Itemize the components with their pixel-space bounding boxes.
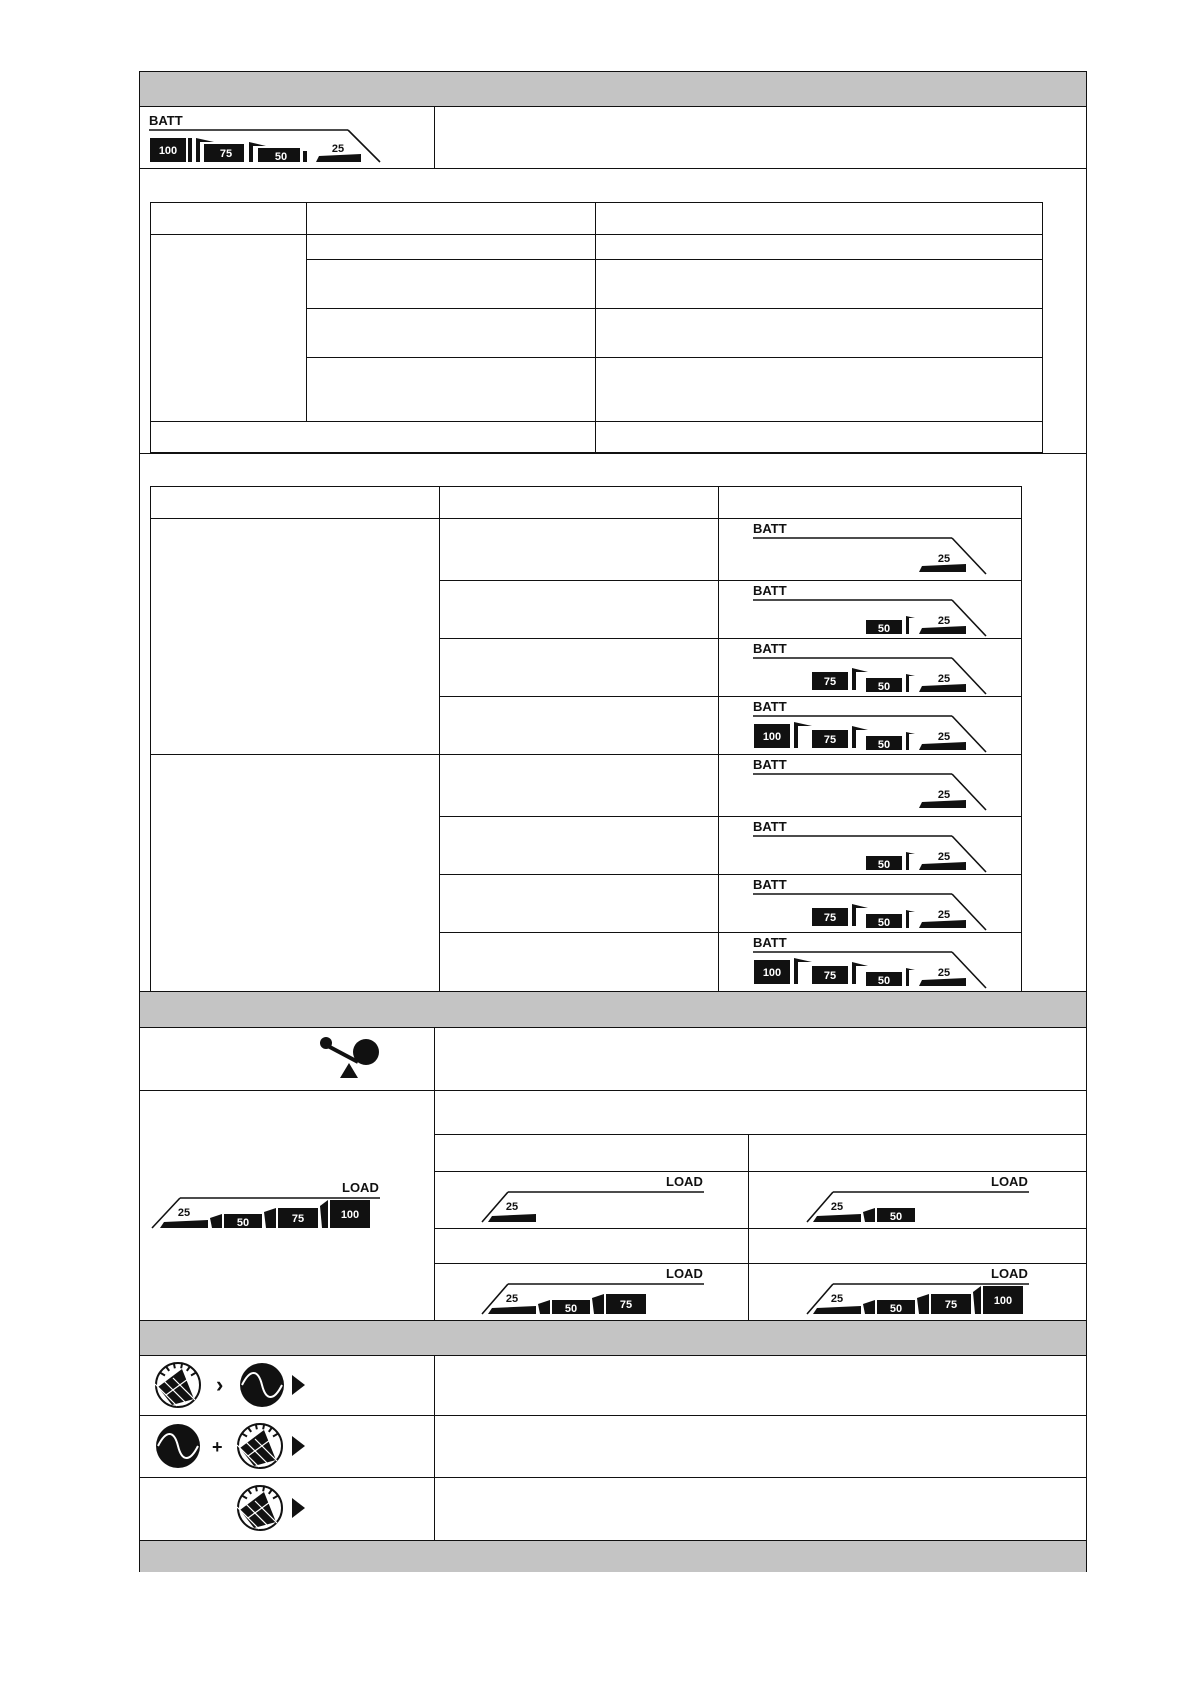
svg-text:25: 25 [830,1201,844,1213]
batt-seg-25 [919,909,966,928]
load-label: LOAD [666,1266,703,1281]
batt-seg-25 [919,615,966,634]
svg-text:25: 25 [937,967,951,979]
batt-label: BATT [753,757,787,772]
svg-text:25: 25 [177,1207,191,1219]
load-seg-25 [813,1201,861,1222]
svg-text:25: 25 [937,909,951,921]
batt-seg-75 [812,668,868,690]
svg-text:50: 50 [889,1211,903,1223]
battery-row-indicator [752,818,992,872]
utility-sine-icon [240,1363,284,1407]
load-row-indicator [478,1264,718,1318]
svg-text:75: 75 [823,734,837,746]
play-arrow-icon [292,1498,305,1518]
svg-text:75: 75 [219,148,233,160]
battery-row-indicator [752,698,992,752]
svg-text:100: 100 [993,1295,1013,1307]
svg-text:75: 75 [291,1213,305,1225]
play-arrow-icon [292,1375,305,1395]
batt-label: BATT [753,819,787,834]
svg-text:25: 25 [331,143,345,155]
battery-row-indicator [752,934,992,988]
svg-text:25: 25 [505,1201,519,1213]
load-seg-75 [592,1294,646,1314]
batt-seg-25 [919,851,966,870]
load-seg-50 [210,1214,262,1229]
section-header-battery [140,72,1086,106]
svg-text:100: 100 [762,967,782,979]
load-label: LOAD [991,1174,1028,1189]
batt-seg-100 [150,138,192,162]
batt-seg-100 [754,722,812,748]
batt-seg-50 [866,616,915,635]
svg-text:75: 75 [619,1299,633,1311]
svg-text:100: 100 [762,731,782,743]
play-arrow-icon [292,1436,305,1456]
batt-seg-75 [812,904,868,926]
batt-seg-50 [866,852,915,871]
solar-icon [155,1362,200,1407]
svg-text:50: 50 [889,1303,903,1315]
seesaw-overload-icon [318,1036,382,1080]
svg-text:25: 25 [937,851,951,863]
batt-seg-25 [919,553,966,572]
batt-seg-50 [866,968,915,987]
svg-text:25: 25 [937,615,951,627]
svg-text:50: 50 [274,151,288,163]
batt-seg-75 [812,962,868,984]
battery-row-indicator [752,582,992,636]
batt-seg-25 [919,731,966,750]
load-seg-50 [863,1300,915,1315]
mode-row-utility-plus-solar [150,1420,310,1472]
greater-than-icon: › [216,1372,224,1397]
plus-icon: + [212,1437,223,1457]
svg-text:25: 25 [937,789,951,801]
load-seg-50 [863,1208,915,1223]
batt-label: BATT [753,935,787,950]
load-row-indicator [478,1172,718,1226]
solar-icon [237,1423,282,1468]
section-header-load [140,991,1086,1027]
batt-seg-25 [919,673,966,692]
svg-text:75: 75 [823,970,837,982]
utility-sine-icon [156,1424,200,1468]
batt-seg-50 [866,910,915,929]
svg-text:75: 75 [823,676,837,688]
battery-row-indicator [752,640,992,694]
batt-seg-50 [866,732,915,751]
batt-label: BATT [753,521,787,536]
svg-text:25: 25 [505,1293,519,1305]
batt-label: BATT [753,699,787,714]
batt-seg-25 [303,143,361,162]
load-seg-25 [488,1293,536,1314]
svg-text:75: 75 [944,1299,958,1311]
load-row-indicator [803,1264,1043,1318]
load-label: LOAD [991,1266,1028,1281]
mode-row-solar-only [150,1482,310,1534]
svg-text:100: 100 [158,145,178,157]
batt-seg-25 [919,967,966,986]
mode-row-solar-over-utility [150,1359,310,1411]
svg-text:50: 50 [877,975,891,987]
load-seg-25 [488,1201,536,1222]
battery-row-indicator [752,756,992,810]
load-label: LOAD [666,1174,703,1189]
battery-row-indicator [752,520,992,574]
batt-label: BATT [753,641,787,656]
svg-text:50: 50 [236,1217,250,1229]
load-seg-100 [320,1200,370,1228]
batt-seg-100 [754,958,812,984]
batt-label: BATT [149,113,183,128]
svg-text:25: 25 [937,673,951,685]
svg-text:25: 25 [937,553,951,565]
load-row-indicator [803,1172,1043,1226]
svg-text:75: 75 [823,912,837,924]
load-seg-50 [538,1300,590,1315]
load-indicator-full [150,1178,385,1228]
batt-seg-50 [866,674,915,693]
batt-seg-50 [249,142,300,163]
battery-row-indicator [752,876,992,930]
load-seg-100 [973,1286,1023,1314]
svg-text:50: 50 [564,1303,578,1315]
solar-icon [237,1485,282,1530]
batt-label: BATT [753,583,787,598]
svg-text:50: 50 [877,739,891,751]
batt-seg-25 [919,789,966,808]
svg-text:50: 50 [877,859,891,871]
svg-text:50: 50 [877,917,891,929]
svg-text:100: 100 [340,1209,360,1221]
batt-label: BATT [753,877,787,892]
svg-text:50: 50 [877,681,891,693]
svg-text:25: 25 [830,1293,844,1305]
load-seg-75 [917,1294,971,1314]
section-footer-band [140,1540,1086,1572]
load-seg-25 [160,1207,208,1228]
load-seg-25 [813,1293,861,1314]
section-header-mode [140,1320,1086,1355]
battery-indicator-full [148,112,388,166]
load-label: LOAD [342,1180,379,1195]
batt-seg-75 [812,726,868,748]
svg-text:25: 25 [937,731,951,743]
batt-seg-75 [196,138,244,162]
load-seg-75 [264,1208,318,1228]
svg-text:50: 50 [877,623,891,635]
